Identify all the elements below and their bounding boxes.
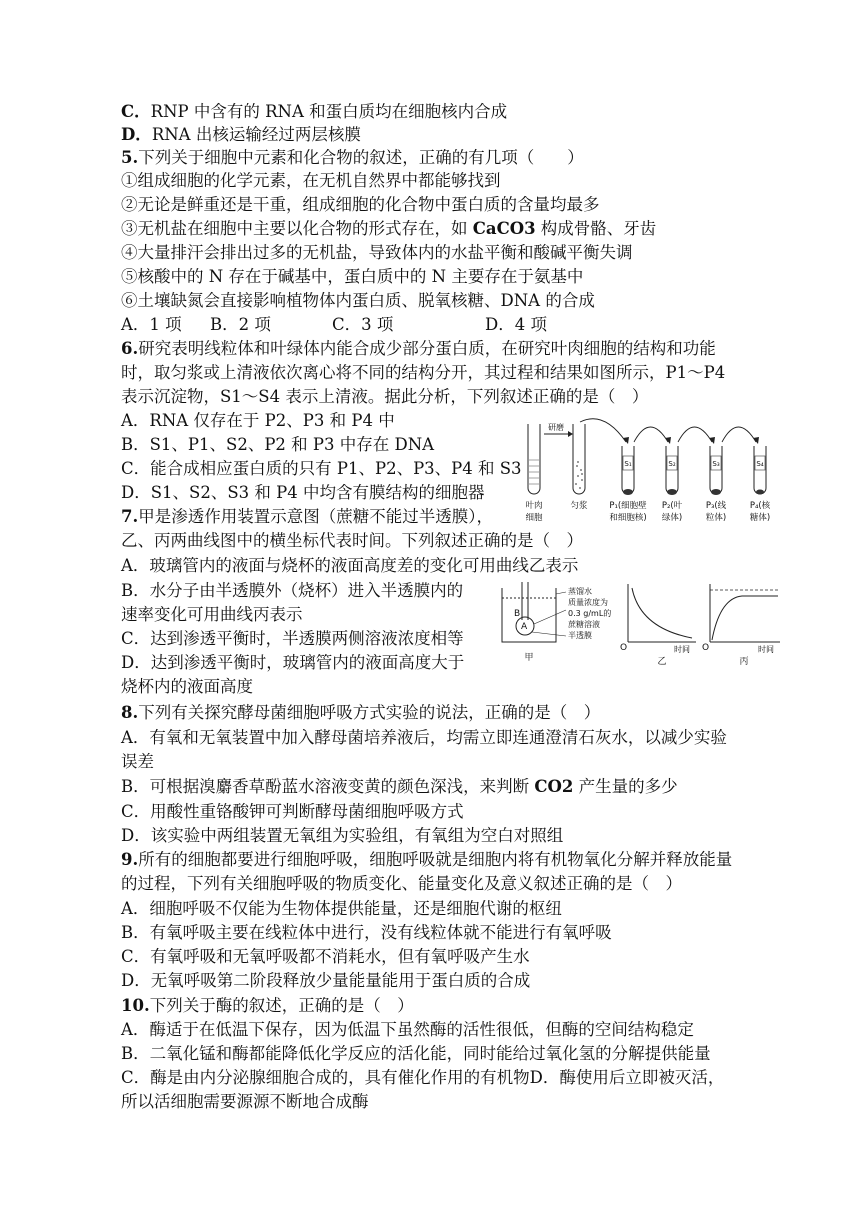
legend-conc1: 质量浓度为 (568, 598, 608, 607)
legend-conc2: 0.3 g/mL的 (568, 609, 612, 618)
grind-label: 研磨 (548, 423, 564, 432)
q8-option-b: B．可根据溴麝香草酚蓝水溶液变黄的颜色深浅，来判断 CO2 产生量的多少 (121, 777, 678, 796)
q10-option-d-line2: 所以活细胞需要源源不断地合成酶 (121, 1092, 369, 1111)
tube4-cap1: P₃(线 (705, 501, 727, 511)
q10-stem: 10.下列关于酶的叙述，正确的是（ ） (121, 996, 414, 1015)
time-label-yi: 时间 (674, 645, 690, 654)
q7-option-d-line1: D．达到渗透平衡时，玻璃管内的液面高度大于 (121, 653, 465, 672)
q10-option-a: A．酶适于在低温下保存，因为低温下虽然酶的活性很低，但酶的空间结构稳定 (121, 1020, 694, 1039)
q7-stem-line2: 乙、丙两曲线图中的横坐标代表时间。下列叙述正确的是（ ） (121, 531, 583, 550)
osmosis-figure (496, 580, 786, 666)
q6-stem-line3: 表示沉淀物，S1～S4 表示上清液。据此分析，下列叙述正确的是（ ） (121, 387, 649, 406)
tube0-cap1: 叶肉 (525, 501, 543, 511)
q5-option-d: D．4 项 (485, 315, 547, 334)
s1-label: S₁ (624, 460, 632, 468)
q5-option-a: A．1 项 (121, 315, 182, 334)
q8-option-a-line2: 误差 (121, 752, 154, 771)
q6-option-d: D．S1、S2、S3 和 P4 中均含有膜结构的细胞器 (121, 483, 485, 502)
q6-stem-line2: 时，取匀浆或上清液依次离心将不同的结构分开，其过程和结果如图所示，P1～P4 (121, 363, 726, 382)
q10-option-c-d: C．酶是由内分泌腺细胞合成的，具有催化作用的有机物D．酶使用后立即被灭活， (121, 1068, 725, 1087)
q5-statement-4: ④大量排汗会排出过多的无机盐，导致体内的水盐平衡和酸碱平衡失调 (121, 243, 633, 262)
tube1-cap: 匀浆 (570, 501, 588, 511)
q4-option-d: D．RNA 出核运输经过两层核膜 (121, 125, 361, 144)
q7-option-b-line1: B．水分子由半透膜外（烧杯）进入半透膜内的 (121, 581, 464, 600)
origin-bing: O (702, 643, 710, 653)
time-label-bing: 时间 (758, 645, 774, 654)
q10-option-b: B．二氧化锰和酶都能降低化学反应的活化能，同时能给过氧化氢的分解提供能量 (121, 1044, 711, 1063)
q9-option-c: C．有氧呼吸和无氧呼吸都不消耗水，但有氧呼吸产生水 (121, 947, 530, 966)
q7-option-c: C．达到渗透平衡时，半透膜两侧溶液浓度相等 (121, 629, 464, 648)
q5-option-c: C．3 项 (332, 315, 394, 334)
q4-option-c: C．RNP 中含有的 RNA 和蛋白质均在细胞核内合成 (121, 102, 508, 121)
origin-yi: O (620, 643, 628, 653)
legend-membrane: 半透膜 (568, 631, 592, 640)
label-a: A (521, 622, 528, 632)
legend-sucrose: 蔗糖溶液 (568, 620, 600, 629)
q8-option-a-line1: A．有氧和无氧装置中加入酵母菌培养液后，均需立即连通澄清石灰水，以减少实验 (121, 728, 727, 747)
q9-option-a: A．细胞呼吸不仅能为生物体提供能量，还是细胞代谢的枢纽 (121, 899, 562, 918)
q5-statement-1: ①组成细胞的化学元素，在无机自然界中都能够找到 (121, 171, 501, 190)
tube3-cap2: 绿体) (661, 513, 683, 523)
q9-option-b: B．有氧呼吸主要在线粒体中进行，没有线粒体就不能进行有氧呼吸 (121, 923, 612, 942)
tube5-cap2: 糖体) (749, 513, 771, 523)
q5-statement-3: ③无机盐在细胞中主要以化合物的形式存在，如 CaCO3 构成骨骼、牙齿 (121, 219, 657, 238)
q6-option-a: A．RNA 仅存在于 P2、P3 和 P4 中 (121, 411, 395, 430)
centrifugation-figure (518, 416, 788, 528)
q8-stem: 8.下列有关探究酵母菌细胞呼吸方式实验的说法，正确的是（ ） (121, 703, 601, 722)
tube0-cap2: 细胞 (525, 513, 543, 523)
q7-option-b-line2: 速率变化可用曲线丙表示 (121, 605, 303, 624)
q8-option-c: C．用酸性重铬酸钾可判断酵母菌细胞呼吸方式 (121, 802, 464, 821)
s3-label: S₃ (712, 460, 720, 468)
q5-option-b: B．2 项 (210, 315, 271, 334)
q5-statement-5: ⑤核酸中的 N 存在于碱基中，蛋白质中的 N 主要存在于氨基中 (121, 267, 584, 286)
q8-option-d: D．该实验中两组装置无氧组为实验组，有氧组为空白对照组 (121, 826, 564, 845)
s2-label: S₂ (668, 460, 676, 468)
q9-stem-line2: 的过程，下列有关细胞呼吸的物质变化、能量变化及意义叙述正确的是（ ） (121, 874, 682, 893)
caption-yi: 乙 (657, 657, 667, 666)
tube3-cap1: P₂(叶 (661, 501, 683, 511)
tube4-cap2: 粒体) (705, 513, 727, 523)
tube2-cap2: 和细胞核) (609, 513, 647, 523)
label-b: B (514, 609, 521, 619)
q5-statement-6: ⑥土壤缺氮会直接影响植物体内蛋白质、脱氧核糖、DNA 的合成 (121, 291, 595, 310)
q6-option-c: C．能合成相应蛋白质的只有 P1、P2、P3、P4 和 S3 (121, 459, 522, 478)
q5-stem: 5.下列关于细胞中元素和化合物的叙述，正确的有几项（ ） (121, 148, 584, 167)
s4-label: S₄ (756, 460, 764, 468)
q6-option-b: B．S1、P1、S2、P2 和 P3 中存在 DNA (121, 435, 435, 454)
legend-water: 蒸馏水 (568, 587, 592, 596)
q7-option-a: A．玻璃管内的液面与烧杯的液面高度差的变化可用曲线乙表示 (121, 556, 579, 575)
tube2-cap1: P₁(细胞壁 (609, 501, 647, 511)
q6-stem-line1: 6.研究表明线粒体和叶绿体内能合成少部分蛋白质，在研究叶肉细胞的结构和功能 (121, 339, 716, 358)
q7-stem-line1: 7.甲是渗透作用装置示意图（蔗糖不能过半透膜）， (121, 507, 493, 526)
tube5-cap1: P₄(核 (749, 501, 771, 511)
q9-option-d: D．无氧呼吸第二阶段释放少量能量能用于蛋白质的合成 (121, 971, 531, 990)
q9-stem-line1: 9.所有的细胞都要进行细胞呼吸，细胞呼吸就是细胞内将有机物氧化分解并释放能量 (121, 850, 733, 869)
caption-bing: 丙 (739, 657, 749, 666)
q5-statement-2: ②无论是鲜重还是干重，组成细胞的化合物中蛋白质的含量均最多 (121, 195, 600, 214)
caption-jia: 甲 (524, 653, 534, 663)
q7-option-d-line2: 烧杯内的液面高度 (121, 677, 253, 696)
